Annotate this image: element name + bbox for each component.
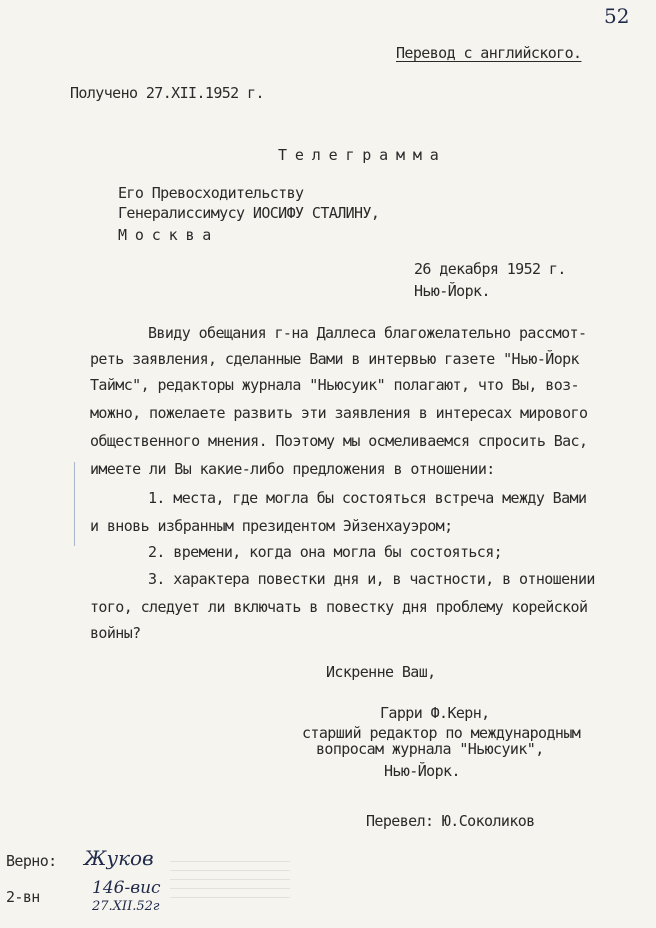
page-number: 52	[604, 4, 630, 28]
body-line: Ввиду обещания г-на Даллеса благожелательно рассмот-	[148, 324, 587, 342]
body-line: того, следует ли включать в повестку дня проблему корейской	[90, 598, 588, 616]
translator-line: Перевел: Ю.Соколиков	[366, 812, 535, 830]
copies-mark: 2-вн	[6, 888, 40, 906]
received-date: Получено 27.XII.1952 г.	[70, 84, 264, 102]
addressee-line-2: Генералиссимусу ИОСИФУ СТАЛИНУ,	[118, 204, 380, 222]
body-line: и вновь избранным президентом Эйзенхауэром;	[90, 517, 453, 535]
handwritten-date: 27.XII.52г	[92, 899, 160, 914]
addressee-line-3: М о с к в а	[118, 226, 211, 244]
margin-pencil-mark	[74, 462, 75, 546]
body-line: 1. места, где могла бы состояться встреча между Вами	[148, 489, 587, 507]
signatory-city: Нью-Йорк.	[384, 762, 460, 780]
signatory-title-2: вопросам журнала "Ньюсуик",	[316, 740, 544, 758]
body-line: общественного мнения. Поэтому мы осмеливаемся спросить Вас,	[90, 432, 588, 450]
signatory-name: Гарри Ф.Керн,	[380, 704, 490, 722]
signatory-title-1: старший редактор по международным	[302, 724, 581, 742]
body-line: можно, пожелаете развить эти заявления в интересах мирового	[90, 404, 588, 422]
verno-label: Верно:	[6, 852, 57, 870]
translation-note: Перевод с английского.	[396, 44, 582, 62]
body-line: войны?	[90, 624, 141, 642]
addressee-line-1: Его Превосходительству	[118, 184, 304, 202]
handwritten-number: 146-вис	[92, 878, 161, 898]
body-line: имеете ли Вы какие-либо предложения в отношении:	[90, 460, 495, 478]
body-line: 3. характера повестки дня и, в частности, в отношении	[148, 570, 595, 588]
body-line: реть заявления, сделанные Вами в интервью газете "Нью-Йорк	[90, 350, 579, 368]
closing-salutation: Искренне Ваш,	[326, 663, 436, 681]
body-line: 2. времени, когда она могла бы состояться;	[148, 543, 503, 561]
dateline-date: 26 декабря 1952 г.	[414, 260, 566, 278]
dateline-place: Нью-Йорк.	[414, 282, 490, 300]
faded-stamp	[170, 858, 290, 898]
document-title: Т е л е г р а м м а	[278, 146, 439, 164]
body-line: Таймс", редакторы журнала "Ньюсуик" полагают, что Вы, воз-	[90, 376, 579, 394]
verno-signature: Жуков	[84, 846, 154, 870]
